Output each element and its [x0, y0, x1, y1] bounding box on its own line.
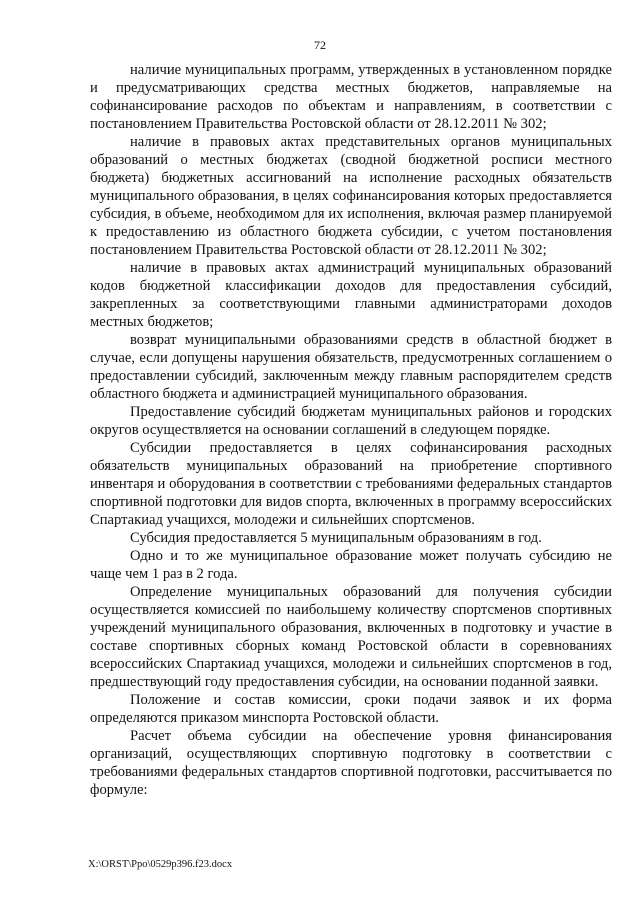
paragraph-selection: Определение муниципальных образований для получения субсидии осуществляется комиссией по наибольшему количеству спортсменов спортивных учреждений муниципального образования, включенных в подготовку и участие в составе спортивных сборных команд Ростовской области в соревнованиях всероссийских Спартакиад учащихся, молодежи и сильнейших спортсменов в год, предшествующий году предоставления субсидии, на основании поданной заявки.	[90, 584, 612, 690]
paragraph-subsidy-frequency: Одно и то же муниципальное образование может получать субсидию не чаще чем 1 раз в 2 года.	[90, 548, 612, 582]
paragraph-municipal-programs: наличие муниципальных программ, утвержденных в установленном порядке и предусматривающих средства местных бюджетов, направляемые на софинансирование расходов по объектам и направлениям, в соответствии с постановлением Правительства Ростовской области от 28.12.2011 № 302;	[90, 62, 612, 132]
document-body	[90, 61, 612, 799]
paragraph-refund: возврат муниципальными образованиями средств в областной бюджет в случае, если допущены нарушения обязательств, предусмотренных соглашением о предоставлении субсидий, заключенным между главным распорядителем средств областного бюджета и администрацией муниципального образования.	[90, 332, 612, 402]
page-number: 72	[314, 38, 326, 52]
paragraph-subsidy-purpose: Субсидии предоставляется в целях софинансирования расходных обязательств муниципальных образований на приобретение спортивного инвентаря и оборудования в соответствии с требованиями федеральных стандартов спортивной подготовки для видов спорта, включенных в программу всероссийских Спартакиад учащихся, молодежи и сильнейших спортсменов.	[90, 440, 612, 528]
paragraph-budget-codes: наличие в правовых актах администраций муниципальных образований кодов бюджетной классификации доходов для предоставления субсидий, закрепленных за соответствующими главными администраторами доходов местных бюджетов;	[90, 260, 612, 330]
paragraph-calculation: Расчет объема субсидии на обеспечение уровня финансирования организаций, осуществляющих спортивную подготовку в соответствии с требованиями федеральных стандартов спортивной подготовки, рассчитывается по формуле:	[90, 728, 612, 798]
paragraph-subsidy-count: Субсидия предоставляется 5 муниципальным образованиям в год.	[130, 530, 542, 546]
paragraph-subsidy-provision: Предоставление субсидий бюджетам муниципальных районов и городских округов осуществляется на основании соглашений в следующем порядке.	[90, 404, 612, 438]
paragraph-commission: Положение и состав комиссии, сроки подачи заявок и их форма определяются приказом минспорта Ростовской области.	[90, 692, 612, 726]
file-path-footer: X:\ORST\Ppo\0529p396.f23.docx	[88, 859, 233, 870]
paragraph-budget-allocations: наличие в правовых актах представительных органов муниципальных образований о местных бюджетах (сводной бюджетной росписи местного бюджета) бюджетных ассигнований на исполнение расходных обязательств муниципального образования, в целях софинансирования которых предоставляется субсидия, в объеме, необходимом для их исполнения, включая размер планируемой к предоставлению из областного бюджета субсидии, с учетом постановления постановлением Правительства Ростовской области от 28.12.2011 № 302;	[90, 134, 612, 258]
